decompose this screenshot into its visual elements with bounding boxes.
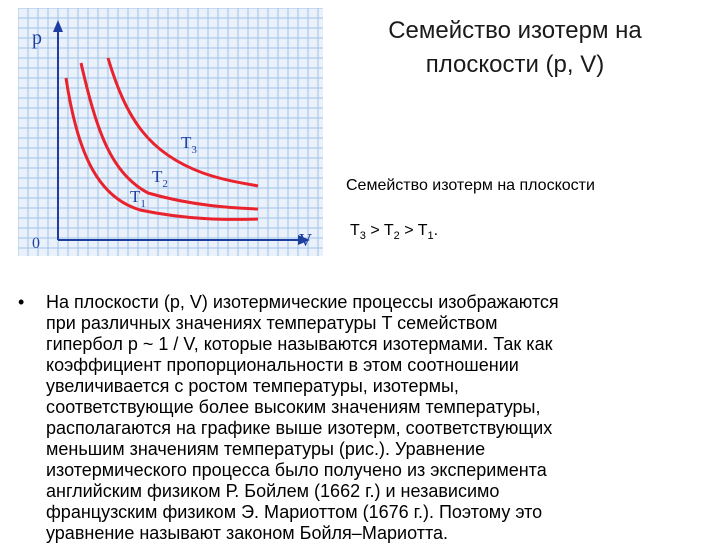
bullet-marker: • bbox=[18, 292, 25, 312]
bullet-line: уравнение называют законом Бойля–Мариотта. bbox=[46, 523, 449, 543]
diagram-background bbox=[18, 8, 323, 256]
bullet-line: располагаются на графике выше изотерм, соответствующих bbox=[46, 418, 553, 438]
isotherm-diagram bbox=[18, 8, 323, 256]
origin-label: 0 bbox=[32, 235, 40, 252]
p-axis-label: p bbox=[32, 27, 42, 49]
slide-title-line-2: плоскости (p, V) bbox=[425, 51, 605, 78]
bullet-line: изотермического процесса было получено из эксперимента bbox=[46, 460, 547, 480]
bullet-line: увеличивается с ростом температуры, изотермы, bbox=[46, 376, 459, 396]
bullet-line: гипербол p ~ 1 / V, которые называются изотермами. Так как bbox=[46, 334, 553, 354]
bullet-line: французским физиком Э. Мариоттом (1676 г.). Поэтому это bbox=[46, 502, 543, 522]
bullet-text bbox=[46, 292, 696, 544]
isotherm-t3-label: $T_3$ bbox=[181, 133, 197, 156]
slide-title-line-1: Семейство изотерм на bbox=[388, 17, 642, 44]
bullet-line: коэффициент пропорциональности в этом соотношении bbox=[46, 355, 519, 375]
v-axis-label: V bbox=[299, 230, 312, 250]
bullet-line: меньшим значениям температуры (рис.). Уравнение bbox=[46, 439, 486, 459]
bullet-line: английским физиком Р. Бойлем (1662 г.) и независимо bbox=[46, 481, 500, 501]
slide-title bbox=[330, 14, 700, 82]
bullet-line: при различных значениях температуры T семейством bbox=[46, 313, 498, 333]
bullet-line: соответствующие более высоким значениям температуры, bbox=[46, 397, 541, 417]
isotherm-t1-label: $T_1$ bbox=[130, 187, 146, 210]
bullet-line: На плоскости (p, V) изотермические процессы изображаются bbox=[46, 292, 559, 312]
figure-caption: Семейство изотерм на плоскости bbox=[346, 177, 595, 194]
temperature-order-caption: $T_3 > T_2 > T_1$. bbox=[350, 222, 439, 243]
isotherm-t2-label: $T_2$ bbox=[152, 167, 168, 190]
